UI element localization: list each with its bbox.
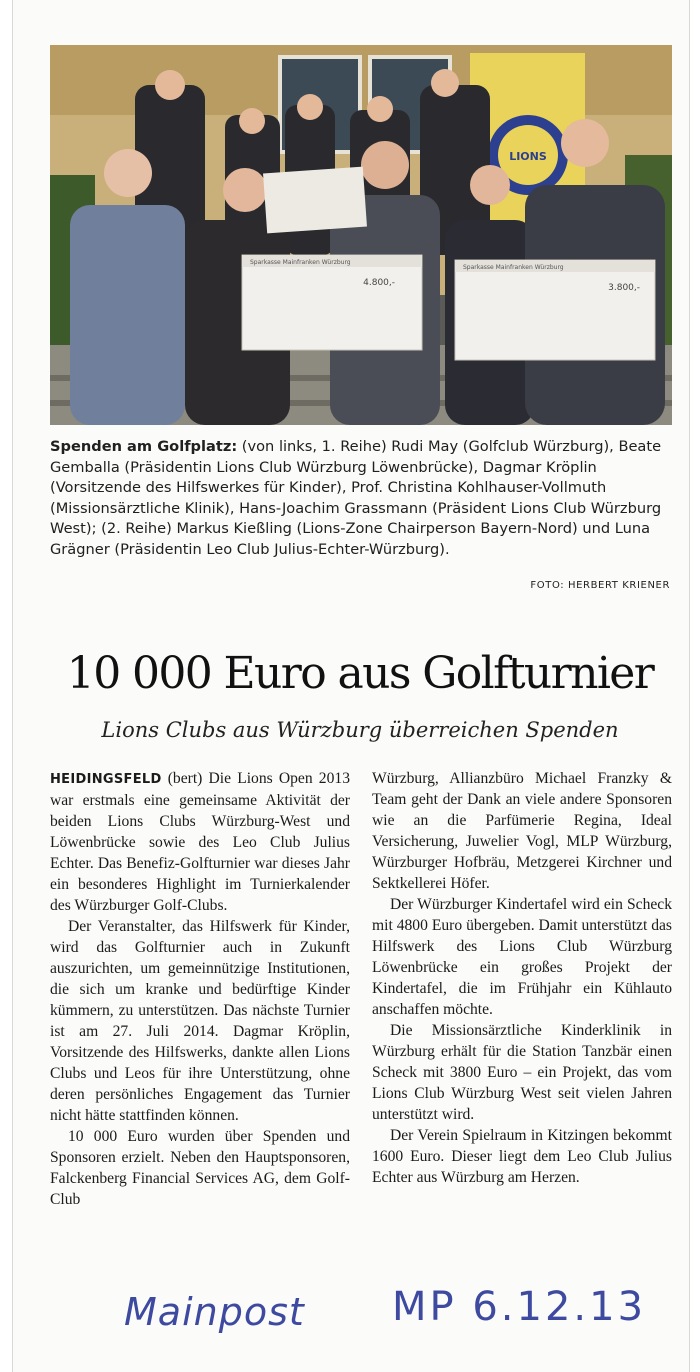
paragraph-4: Würzburg, Allianzbüro Michael Franzky & Team geht der Dank an viele andere Sponsoren wie an die Parfümerie Regina, Ideal Versicherung, Juwelier Vogl, MLP Würzburg, Würzburger Hofbräu, Metzgerei Kirchner und Sektkellerei Höfer. [372,770,672,892]
photo-caption [50,437,672,561]
check-2-amount: 3.800,- [608,283,640,293]
paragraph-6: Die Missionsärztliche Kinderklinik in Würzburg erhält für die Station Tanzbär einen Scheck mit 3800 Euro – ein Projekt, das vom Lions Club Würzburg West seit vielen Jahren unterstützt wird. [372,1022,672,1123]
paragraph-5: Der Würzburger Kindertafel wird ein Scheck mit 4800 Euro übergeben. Damit unterstützt das Hilfswerk des Lions Club Würzburg Löwenbrücke ein großes Projekt der Kindertafel, die im Frühjahr ein Kühlauto anschaffen möchte. [372,896,672,1018]
caption-lead: Spenden am Golfplatz: [50,438,238,455]
article-subheadline: Lions Clubs aus Würzburg überreichen Spenden [101,718,619,742]
paragraph-1-text: Die Lions Open 2013 war erstmals eine gemeinsame Aktivität der beiden Lions Clubs Würzburg-West und Löwenbrücke sowie des Leo Club Julius Echter. Das Benefiz-Golfturnier war dieses Jahr ein besonderes Highlight im Turnierkalender des Würzburger Golf-Clubs. [50,770,350,914]
paragraph-1 [50,768,350,916]
paragraph-2: Der Veranstalter, das Hilfswerk für Kinder, wird das Golfturnier auch in Zukunft auszurichten, um gemeinnützige Institutionen, die sich um kranke und bedürftige Kinder kümmern, zu unterstützen. Das nächste Turnier ist am 27. Juli 2014. Dagmar Kröplin, Vorsitzende des Hilfswerks, dankte allen Lions Clubs und Leos für ihre Unterstützung, ohne deren persönliches Engagement das Turnier nicht hätte stattfinden können. [50,918,350,1124]
check-2-bank: Sparkasse Mainfranken Würzburg [463,264,564,271]
dateline: HEIDINGSFELD [50,772,162,787]
group-photo-illustration [50,45,672,425]
lions-banner-logo: LIONS [509,150,547,163]
article-column-left [50,768,350,1210]
article-column-right [372,768,672,1188]
check-1-amount: 4.800,- [363,278,395,288]
photo-credit: FOTO: HERBERT KRIENER [530,580,670,591]
handwritten-source: Mainpost [124,1290,305,1334]
paragraph-3: 10 000 Euro wurden über Spenden und Sponsoren erzielt. Neben den Hauptsponsoren, Falckenberg Financial Services AG, dem Golf-Club [50,1128,350,1208]
group-photo [50,45,672,425]
article-headline: 10 000 Euro aus Golfturnier [66,648,654,699]
check-1-bank: Sparkasse Mainfranken Würzburg [250,259,351,266]
handwritten-date: MP 6.12.13 [392,1284,647,1330]
paragraph-7: Der Verein Spielraum in Kitzingen bekommt 1600 Euro. Dieser liegt dem Leo Club Julius Echter aus Würzburg am Herzen. [372,1127,672,1186]
caption-text: (von links, 1. Reihe) Rudi May (Golfclub Würzburg), Beate Gemballa (Präsidentin Lions Club Würzburg Löwenbrücke), Dagmar Kröplin (Vorsitzende des Hilfswerkes für Kinder), Prof. Christina Kohlhauser-Vollmuth (Missionsärztliche Klinik), Hans-Joachim Grassmann (Präsident Lions Club Würzburg West); (2. Reihe) Markus Kießling (Lions-Zone Chairperson Bayern-Nord) und Luna Grägner (Präsidentin Leo Club Julius-Echter-Würzburg). [50,438,662,558]
author-tag: (bert) [161,770,209,787]
